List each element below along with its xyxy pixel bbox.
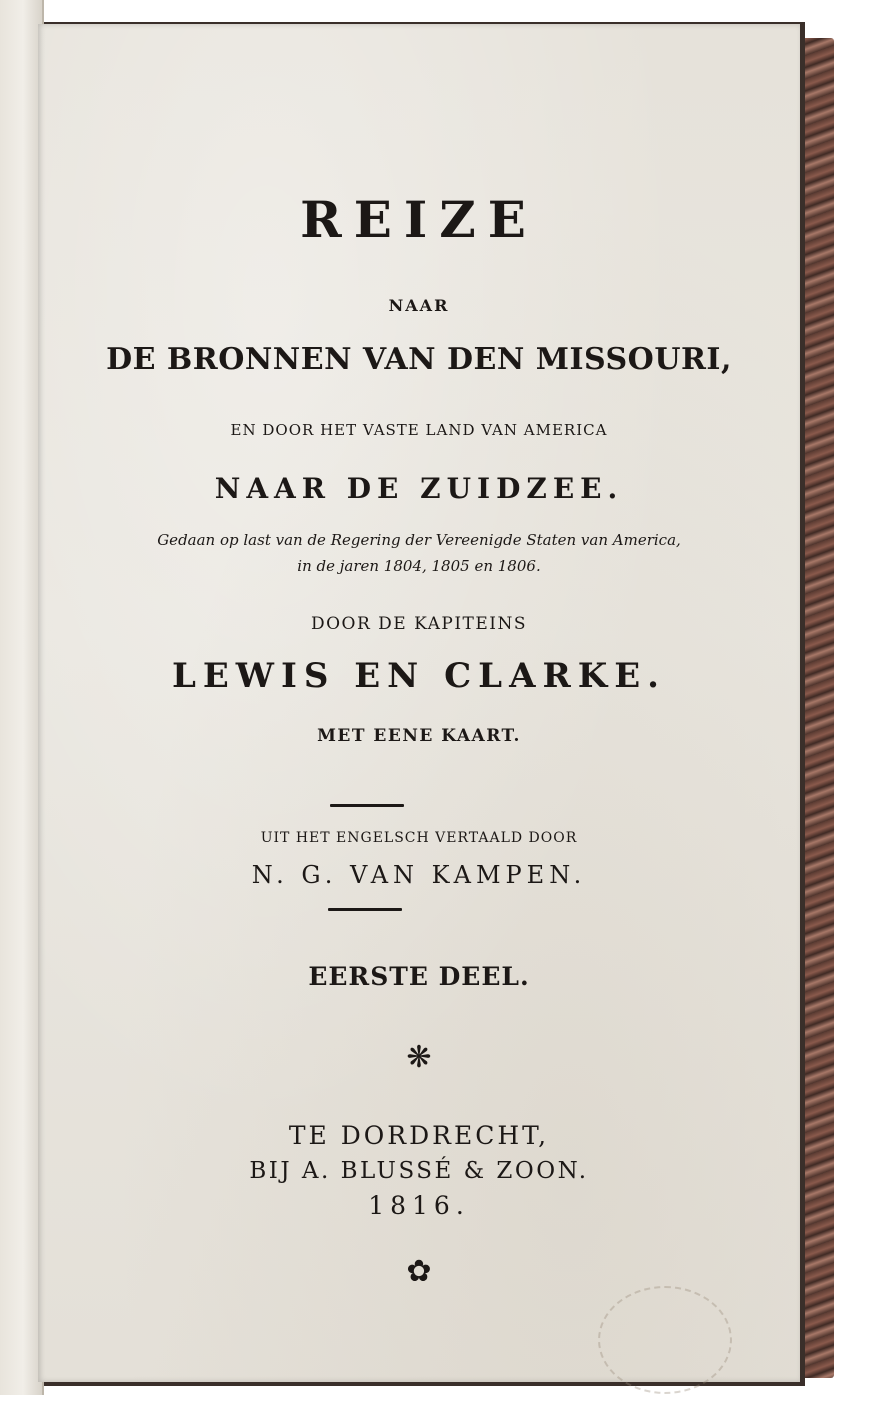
divider-rule — [328, 908, 402, 911]
divider-rule — [330, 804, 404, 807]
title-connector: NAAR — [388, 296, 450, 315]
volume-label: EERSTE DEEL. — [308, 962, 530, 991]
authors: LEWIS EN CLARKE. — [171, 656, 667, 696]
commission-line: Gedaan op last van de Regering der Vereenigde Staten van America, — [157, 531, 681, 549]
printers-flower-ornament-icon: ✿ — [406, 1254, 432, 1289]
book-title: REIZE — [300, 190, 538, 249]
by-captains-line: DOOR DE KAPITEINS — [310, 614, 528, 634]
faint-library-stamp — [598, 1286, 732, 1394]
title-page — [38, 24, 800, 1382]
translator-name: N. G. VAN KAMPEN. — [251, 861, 587, 889]
route-line: EN DOOR HET VASTE LAND VAN AMERICA — [230, 421, 608, 439]
asterism-ornament-icon: ❋ — [406, 1040, 432, 1075]
destination-missouri: DE BRONNEN VAN DEN MISSOURI, — [106, 342, 732, 377]
translated-by-line: UIT HET ENGELSCH VERTAALD DOOR — [260, 830, 578, 846]
imprint-place: TE DORDRECHT, — [288, 1121, 550, 1150]
imprint-year: 1816. — [368, 1191, 470, 1220]
expedition-years: in de jaren 1804, 1805 en 1806. — [297, 557, 541, 575]
with-map-line: MET EENE KAART. — [317, 726, 521, 746]
imprint-publisher: BIJ A. BLUSSÉ & ZOON. — [249, 1158, 589, 1184]
destination-zuidzee: NAAR DE ZUIDZEE. — [214, 472, 624, 505]
